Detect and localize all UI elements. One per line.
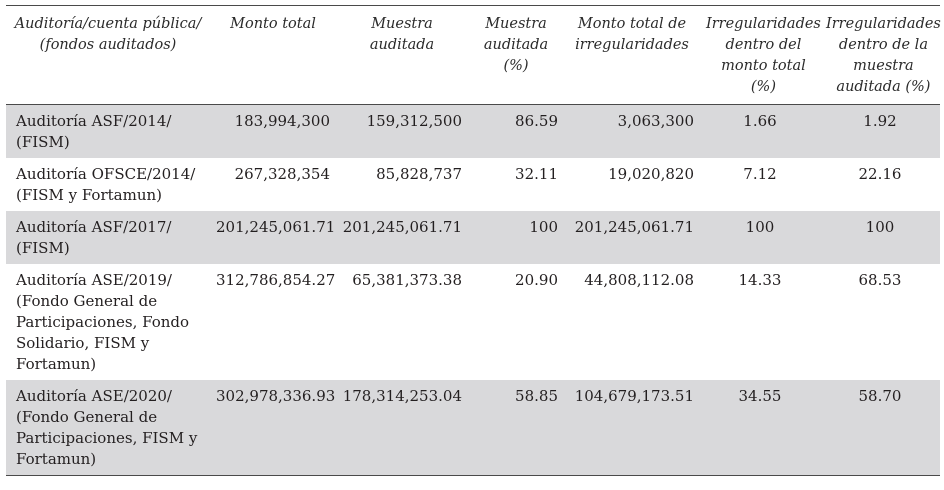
header-audited-sample-percent: Muestra auditada (%) [483,16,549,74]
table-row [6,380,940,476]
cell-audit: Auditoría ASE/2020/ (Fondo General de Participaciones, FISM y Fortamun) [6,380,210,476]
cell-total-amount: 312,786,854.27 [216,271,336,289]
cell-total-irregularities: 44,808,112.08 [584,271,694,289]
table-row [6,105,940,159]
cell-total-amount: 302,978,336.93 [210,380,336,476]
table-row [6,158,940,211]
header-total-amount: Monto total [230,16,316,32]
table-row [6,264,940,380]
cell-total-irregularities: 104,679,173.51 [564,380,700,476]
cell-irregularities-in-total-percent: 34.55 [700,380,820,476]
cell-irregularities-in-sample-percent: 22.16 [858,165,902,183]
cell-irregularities-in-total-percent: 100 [700,211,820,264]
header-audited-sample: Muestra auditada [369,16,435,53]
audit-table [6,5,940,476]
cell-irregularities-in-total-percent: 7.12 [743,165,777,183]
cell-irregularities-in-total-percent: 1.66 [700,105,820,159]
cell-audited-sample-percent: 86.59 [468,105,564,159]
cell-audited-sample-percent: 32.11 [515,165,558,183]
cell-audited-sample: 65,381,373.38 [352,271,462,289]
cell-audited-sample-percent: 20.90 [515,271,558,289]
cell-total-irregularities: 19,020,820 [608,165,694,183]
header-irregularities-in-total-percent: Irregularidades dentro del monto total (%) [706,16,821,95]
cell-audit: Auditoría ASF/2017/ (FISM) [6,211,210,264]
cell-irregularities-in-sample-percent: 100 [820,211,940,264]
cell-total-amount: 183,994,300 [210,105,336,159]
cell-audited-sample: 85,828,737 [376,165,462,183]
cell-irregularities-in-sample-percent: 58.70 [820,380,940,476]
cell-audited-sample-percent: 58.85 [468,380,564,476]
header-irregularities-in-sample-percent: Irregularidades dentro de la muestra auditada (%) [826,16,941,95]
cell-total-amount: 267,328,354 [234,165,330,183]
cell-audit: Auditoría ASE/2019/ (Fondo General de Participaciones, Fondo Solidario, FISM y Fortamun) [16,271,190,373]
header-total-irregularities: Monto total de irregularidades [575,16,689,53]
cell-audited-sample: 178,314,253.04 [336,380,468,476]
cell-total-irregularities: 201,245,061.71 [564,211,700,264]
table-header-row [6,6,940,105]
cell-audit: Auditoría OFSCE/2014/ (FISM y Fortamun) [16,165,196,204]
cell-audited-sample: 159,312,500 [336,105,468,159]
cell-audited-sample-percent: 100 [468,211,564,264]
cell-total-irregularities: 3,063,300 [564,105,700,159]
header-audit: Auditoría/cuenta pública/ (fondos auditados) [14,16,202,53]
cell-irregularities-in-total-percent: 14.33 [738,271,782,289]
table-row [6,211,940,264]
cell-irregularities-in-sample-percent: 68.53 [858,271,902,289]
cell-irregularities-in-sample-percent: 1.92 [820,105,940,159]
cell-audit: Auditoría ASF/2014/ (FISM) [6,105,210,159]
cell-total-amount: 201,245,061.71 [210,211,336,264]
cell-audited-sample: 201,245,061.71 [336,211,468,264]
